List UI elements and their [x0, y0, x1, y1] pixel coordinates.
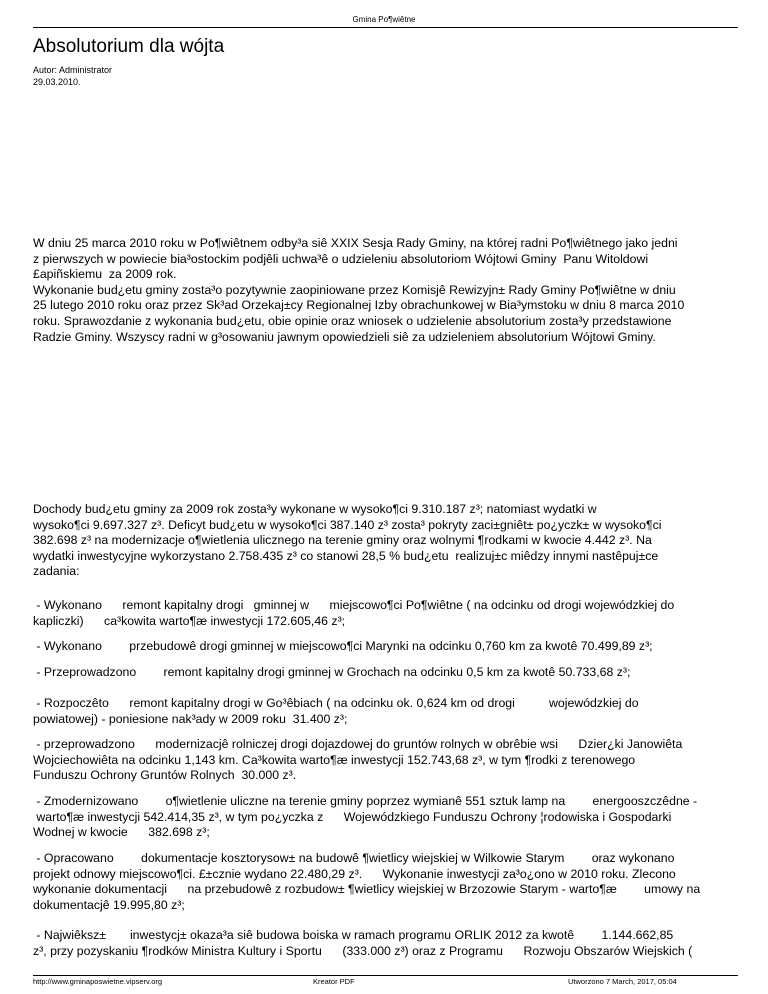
article-date: 29.03.2010.	[33, 77, 81, 87]
investment-item-2: - Wykonano przebudowê drogi gminnej w miejscowo¶ci Marynki na odcinku 0,760 km za kwotê 70.499,89 z³;	[33, 639, 653, 653]
finance-paragraph: Dochody bud¿etu gminy za 2009 rok zosta³y wykonane w wysoko¶ci 9.310.187 z³; natomiast wydatki w wysoko¶ci 9.697.327 z³. Deficyt bud¿etu w wysoko¶ci 387.140 z³ zosta³ pokryty zaci±gniêt± po¿yczk± w wysoko¶ci 382.698 z³ na modernizacje o¶wietlenia ulicznego na terenie gminy oraz wolnymi ¶rodkami w kwocie 4.442 z³. Na wydatki inwestycyjne wykorzystano 2.758.435 z³ co stanowi 28,5 % bud¿etu realizuj±c miêdzy innymi nastêpuj±ce zadania:	[33, 502, 662, 579]
footer-divider	[33, 975, 738, 976]
investment-item-6: - Zmodernizowano o¶wietlenie uliczne na terenie gminy poprzez wymianê 551 sztuk lamp na energooszczêdne - warto¶æ inwestycji 542.414,35 z³, w tym po¿yczka z Wojewódzkiego Funduszu Ochrony ¦rodowiska i Gospodarki Wodnej w kwocie 382.698 z³;	[33, 794, 698, 840]
header-divider	[33, 27, 738, 28]
intro-paragraph: W dniu 25 marca 2010 roku w Po¶wiêtnem odby³a siê XXIX Sesja Rady Gminy, na której radni Po¶wiêtnego jako jedni z pierwszych w powiecie bia³ostockim podjêli uchwa³ê o udzieleniu absolutoriom Wójtowi Gminy Panu Witoldowi £apiñskiemu za 2009 rok. Wykonanie bud¿etu gminy zosta³o pozytywnie zaopiniowane przez Komisjê Rewizyjn± Rady Gminy Po¶wiêtne w dniu 25 lutego 2010 roku oraz przez Sk³ad Orzekaj±cy Regionalnej Izby obrachunkowej w Bia³ymstoku w dniu 8 marca 2010 roku. Sprawozdanie z wykonania bud¿etu, obie opinie oraz wniosek o udzielenie absolutorium zosta³y przedstawione Radzie Gminy. Wszyscy radni w g³osowaniu jawnym opowiedzieli siê za udzieleniem absolutorium Wójtowi Gminy.	[33, 236, 685, 344]
investment-item-3: - Przeprowadzono remont kapitalny drogi gminnej w Grochach na odcinku 0,5 km za kwotê 50.733,68 z³;	[33, 665, 631, 679]
article-author: Autor: Administrator	[33, 65, 113, 75]
article-meta	[33, 64, 112, 88]
footer-creator: Kreator PDF	[313, 977, 355, 986]
investment-item-8: - Najwiêksz± inwestycj± okaza³a siê budowa boiska w ramach programu ORLIK 2012 za kwotê 1.144.662,85 z³, przy pozyskaniu ¶rodków Ministra Kultury i Sportu (333.000 z³) oraz z Programu Rozwoju Obszarów Wiejskich (	[33, 928, 693, 958]
footer-url: http://www.gminaposwietne.vipserv.org	[33, 977, 163, 986]
investment-item-5: - przeprowadzono modernizacjê rolniczej drogi dojazdowej do gruntów rolnych w obrêbie wsi Dzier¿ki Janowiêta Wojciechowiêta na odcinku 1,143 km. Ca³kowita warto¶æ inwestycji 152.743,68 z³, w tym ¶rodki z terenowego Funduszu Ochrony Gruntów Rolnych 30.000 z³.	[33, 737, 683, 783]
investment-item-7: - Opracowano dokumentacje kosztorysow± na budowê ¶wietlicy wiejskiej w Wilkowie Starym oraz wykonano projekt odnowy miejscowo¶ci. £±cznie wydano 22.480,29 z³. Wykonanie inwestycji za³o¿ono w 2010 roku. Zlecono wykonanie dokumentacji na przebudowê z rozbudow± ¶wietlicy wiejskiej w Brzozowie Starym - warto¶æ umowy na dokumentacjê 19.995,80 z³;	[33, 851, 701, 912]
site-header: Gmina Po¶wiêtne	[352, 15, 416, 24]
footer-created: Utworzono 7 March, 2017, 05:04	[568, 977, 677, 986]
investment-item-1: - Wykonano remont kapitalny drogi gminnej w miejscowo¶ci Po¶wiêtne ( na odcinku od drogi wojewódzkiej do kapliczki) ca³kowita warto¶æ inwestycji 172.605,46 z³;	[33, 598, 675, 628]
article-title: Absolutorium dla wójta	[33, 36, 225, 57]
investment-item-4: - Rozpoczêto remont kapitalny drogi w Go³êbiach ( na odcinku ok. 0,624 km od drogi wojewódzkiej do powiatowej) - poniesione nak³ady w 2009 roku 31.400 z³;	[33, 696, 639, 726]
